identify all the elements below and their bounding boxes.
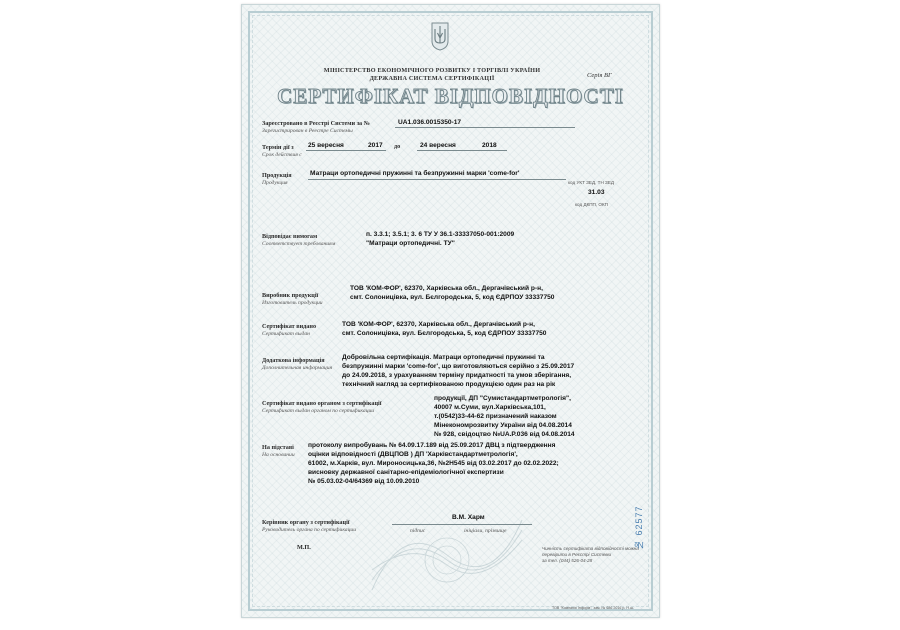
cert-body-label-ru: Сертификат выдан органом по сертификации: [262, 408, 375, 414]
validity-to-word: до: [394, 143, 401, 150]
signature-underline: [392, 524, 532, 525]
basis-line-1: протоколу випробувань № 64.09.17.189 від 25.09.2017 ДВЦ з підтвердження: [308, 442, 556, 449]
product-code-label-1: код УКТ ЗЕД, ТН ЗЕД: [568, 180, 615, 185]
registration-number: UA1.036.0015350-17: [398, 119, 462, 126]
basis-line-3: 61002, м.Харків, вул. Мироносицька,36, №2Н545 від 03.02.2017 до 02.02.2022;: [308, 460, 559, 467]
basis-line-5: № 05.03.02-04/64369 від 10.09.2010: [308, 478, 420, 485]
product-code: 31.03: [588, 189, 605, 196]
manufacturer-line-2: смт. Солоницівка, вул. Бєлгородська, 5, код ЄДРПОУ 33337750: [350, 294, 555, 301]
initials-caption: ініціали, прізвище: [464, 528, 507, 534]
manufacturer-label-ru: Изготовитель продукции: [262, 300, 323, 306]
manufacturer-label: Виробник продукції: [262, 292, 319, 299]
issued-to-label: Сертифікат видано: [262, 323, 317, 330]
additional-line-2: безпружинні марки 'come-for', що виготовляються серійно з 25.09.2017: [342, 363, 575, 370]
cert-body-line-1: продукції, ДП "Сумистандартметрологія",: [434, 395, 571, 402]
conformity-label-ru: Соответствует требованиям: [262, 241, 336, 247]
product-code-label-2: код ДКПП, ОКП: [575, 202, 608, 207]
additional-line-3: до 24.09.2018, з урахуванням терміну придатності та умов зберігання,: [342, 372, 572, 379]
product-label: Продукція: [262, 172, 292, 179]
cert-body-line-2: 40007 м.Суми, вул.Харківська,101,: [434, 404, 546, 411]
signature-caption: підпис: [410, 528, 426, 534]
validity-to-year: 2018: [482, 142, 497, 149]
cert-body-line-3: т.(0542)33-44-62 призначений наказом: [434, 413, 557, 420]
cert-body-label: Сертифікат видано органом з сертифікації: [262, 400, 382, 407]
registered-label-ru: Зарегистрирован в Реестре Системы: [262, 128, 353, 134]
manufacturer-line-1: ТОВ 'КОМ-ФОР', 62370, Харківська обл., Дергачівський р-н,: [350, 285, 543, 292]
basis-line-2: оцінки відповідності (ДВЦПОВ ) ДП 'Харківстандартметрологія',: [308, 451, 518, 458]
product-value: Матраци ортопедичні пружинні та безпружинні марки 'come-for': [310, 170, 520, 177]
cert-body-line-5: № 928, свідоцтво №UA.P.036 від 04.08.2014: [434, 431, 575, 438]
print-note: ТОВ "Компанія Інформ", зам. № 686 2016 р. Н.ш.: [552, 606, 634, 610]
conformity-line-2: "Матраци ортопедичні. ТУ": [366, 240, 455, 247]
registered-label: Зареєстровано в Реєстрі Системи за №: [262, 120, 370, 127]
validity-underline-1: [306, 150, 386, 151]
series-label: Серія ВГ: [587, 72, 612, 79]
validity-label-ru: Срок действия с: [262, 152, 302, 158]
serial-number: № 62577: [634, 505, 644, 550]
certificate-sheet: [241, 4, 660, 618]
footer-note-1: Чинність сертифіката відповідності можна: [542, 546, 639, 551]
basis-line-4: висновку державної санітарно-епідеміологічної експертизи: [308, 469, 504, 476]
ministry-line-2: ДЕРЖАВНА СИСТЕМА СЕРТИФІКАЦІЇ: [369, 75, 495, 82]
additional-label: Додаткова інформація: [262, 357, 325, 364]
ministry-header: [262, 67, 602, 83]
additional-line-4: технічний нагляд за сертифікованою продукцією один раз на рік: [342, 381, 556, 388]
product-underline: [308, 179, 566, 180]
certificate-title: СЕРТИФІКАТ ВІДПОВІДНОСТІ: [277, 84, 624, 108]
signatory-name: В.М. Харм: [452, 514, 485, 521]
seal-place-label: М.П.: [297, 544, 311, 551]
conformity-line-1: п. 3.3.1; 3.5.1; 3. 6 ТУ У 36.1-33337050-001:2009: [366, 231, 515, 238]
footer-note-2: перевірити в Реєстрі Системи: [542, 552, 612, 557]
issued-to-line-2: смт. Солоницівка, вул. Бєлгородська, 5, код ЄДРПОУ 33337750: [342, 330, 547, 337]
conformity-label: Відповідає вимогам: [262, 233, 318, 240]
issued-to-label-ru: Сертификат выдан: [262, 331, 310, 337]
validity-from-day: 25 вересня: [308, 142, 344, 149]
footer-note-3: за тел. (044) 526-04-28: [542, 558, 593, 563]
head-label-ru: Руководитель органа по сертификации: [262, 527, 356, 533]
validity-label: Термін дії з: [262, 144, 294, 151]
trident-emblem-icon: [430, 21, 450, 51]
validity-underline-2: [417, 150, 507, 151]
validity-from-year: 2017: [368, 142, 383, 149]
issued-to-line-1: ТОВ 'КОМ-ФОР', 62370, Харківська обл., Дергачівський р-н,: [342, 321, 535, 328]
validity-to-day: 24 вересня: [420, 142, 456, 149]
registered-underline: [395, 127, 575, 128]
basis-label: На підставі: [262, 444, 294, 451]
ministry-line-1: МІНІСТЕРСТВО ЕКОНОМІЧНОГО РОЗВИТКУ І ТОРГІВЛІ УКРАЇНИ: [323, 67, 541, 74]
cert-body-line-4: Мінекономрозвитку України від 04.08.2014: [434, 422, 572, 429]
head-label: Керівник органу з сертифікації: [262, 519, 350, 526]
basis-label-ru: На основании: [262, 452, 295, 458]
product-label-ru: Продукция: [262, 180, 288, 186]
additional-line-1: Добровільна сертифікація. Матраци ортопедичні пружинні та: [342, 354, 545, 361]
additional-label-ru: Дополнительная информация: [262, 365, 333, 371]
